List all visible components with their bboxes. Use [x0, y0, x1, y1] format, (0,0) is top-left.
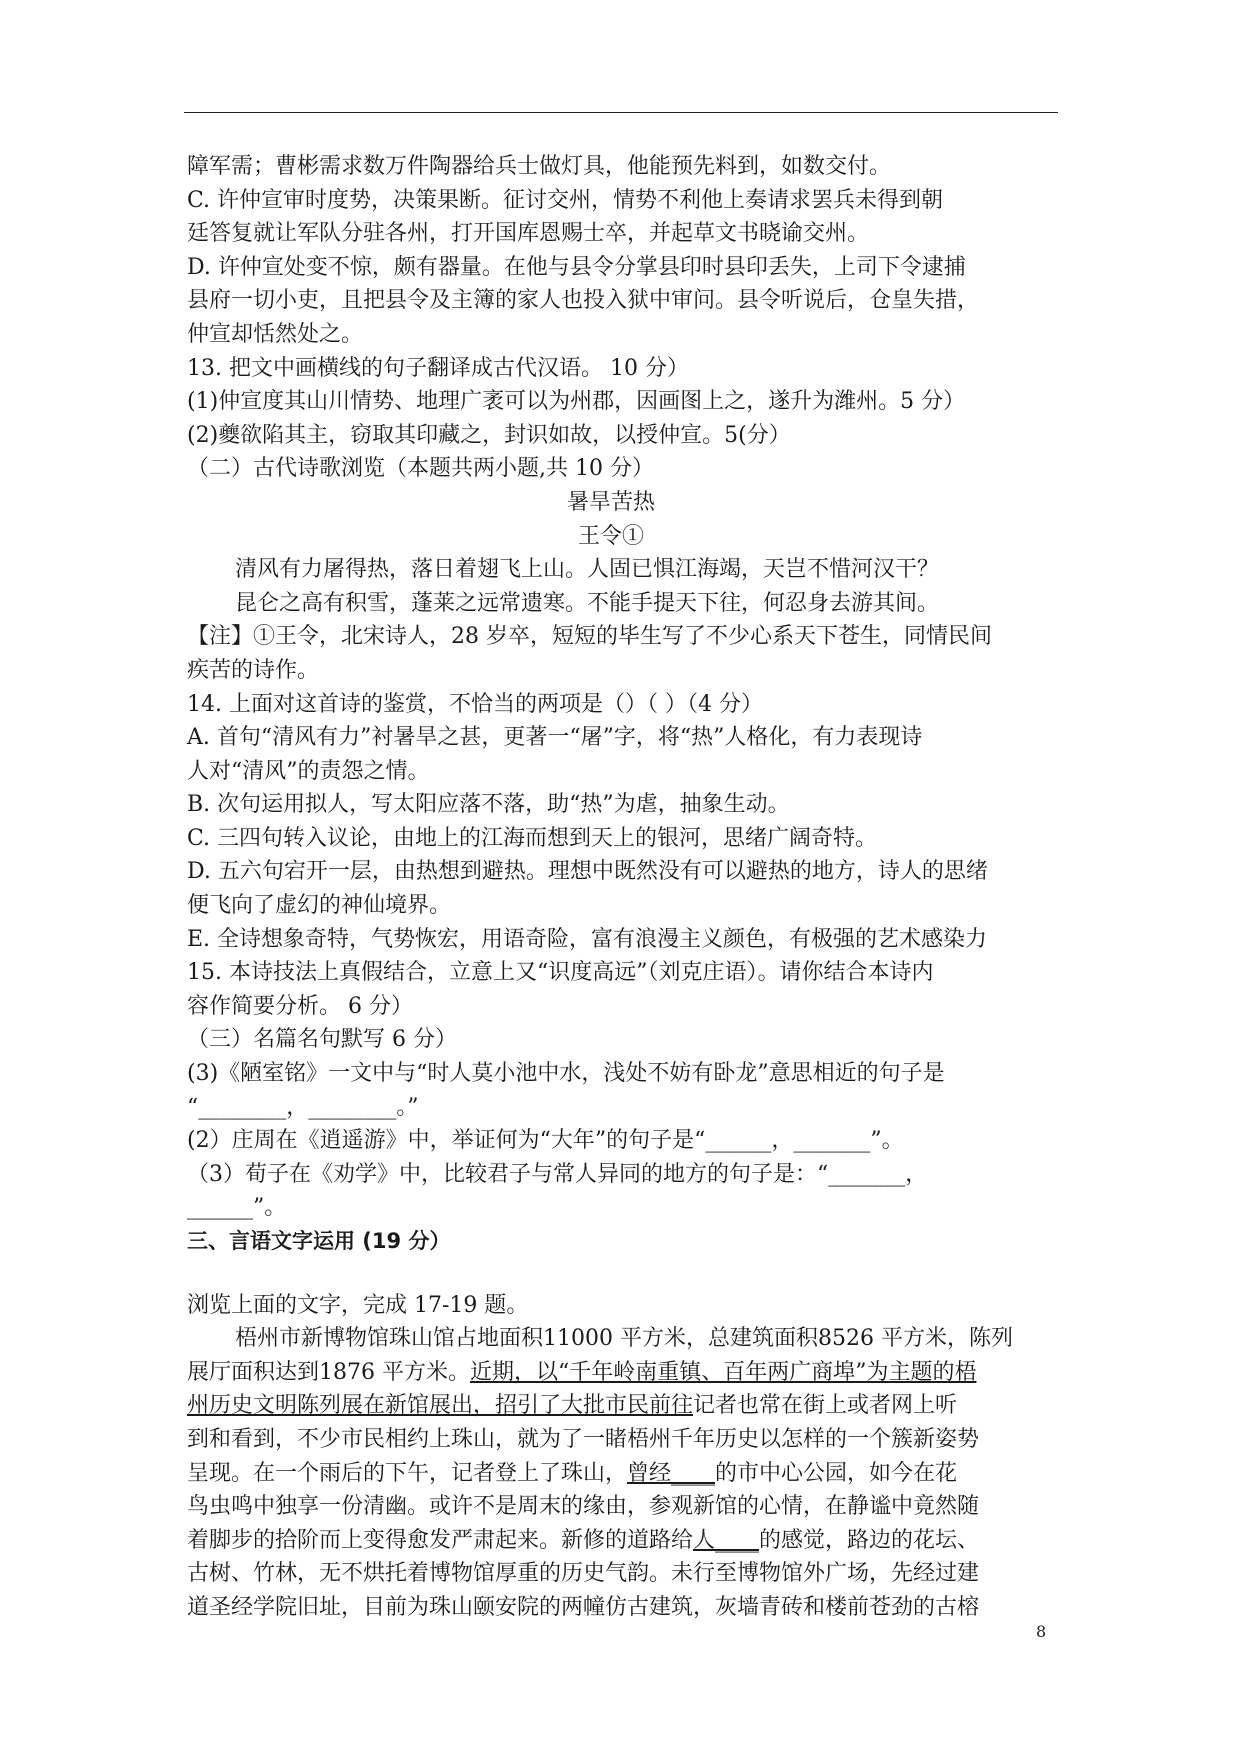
poem-line: 清风有力屠得热，落日着翅飞上山。人固已惧江海竭，天岂不惜河汉干？ — [235, 557, 940, 583]
poem-author: 王令① — [577, 523, 644, 549]
underlined-sentence: 近期，以“千年岭南重镇、百年两广商埠”为主题的梧 — [469, 1359, 977, 1385]
poem-note: 【注】①王令，北宋诗人，28 岁卒，短短的毕生写了不少心系天下苍生，同情民间 — [187, 624, 992, 650]
option-c: C. 三四句转入议论，由地上的江海而想到天上的银河，思绪广阔奇特。 — [187, 825, 878, 851]
option-d-line: D. 许仲宣处变不惊，颇有器量。在他与县令分掌县印时县印丢失，上司下令逮捕 — [187, 254, 966, 280]
fill-blank: 曾经____ — [627, 1460, 716, 1486]
passage-line — [187, 1389, 1087, 1423]
passage-text: 的感觉，路边的花坛、 — [759, 1527, 980, 1553]
passage-line: 鸟虫鸣中独享一份清幽。或许不是周末的缘由，参观新馆的心情，在静谧中竟然随 — [187, 1494, 980, 1520]
option-b: B. 次句运用拟人，写太阳应落不落，助“热”为虐，抽象生动。 — [187, 792, 790, 818]
dictation-blank: “________，________。” — [187, 1094, 419, 1120]
text-line: 县府一切小吏，且把县令及主簿的家人也投入狱中审问。县令听说后，仓皇失措， — [187, 288, 980, 314]
question-13-1: (1)仲宣度其山川情势、地理广袤可以为州郡，因画图上之，遂升为潍州。5 分） — [187, 389, 966, 415]
fill-blank: 人____ — [693, 1527, 760, 1553]
poem-title: 暑旱苦热 — [566, 489, 655, 515]
option-e: E. 全诗想象奇特，气势恢宏，用语奇险，富有浪漫主义颜色，有极强的艺术感染力 — [187, 926, 988, 952]
passage-intro: 浏览上面的文字，完成 17-19 题。 — [187, 1292, 529, 1318]
question-13-2: (2)夔欲陷其主，窃取其印藏之，封识如故，以授仲宣。5(分） — [187, 422, 791, 448]
question-14: 14. 上面对这首诗的鉴赏，不恰当的两项是（）（ ）（4 分） — [187, 691, 763, 717]
dictation-blank: ______”。 — [187, 1195, 287, 1221]
poem-line: 昆仑之高有积雪，蓬莱之远常遗寒。不能手提天下往，何忍身去游其间。 — [235, 590, 940, 616]
text-line: 廷答复就让军队分驻各州，打开国库恩赐士卒，并起草文书晓谕交州。 — [187, 221, 870, 247]
header-rule — [184, 112, 1058, 113]
underlined-sentence: 州历史文明陈列展在新馆展出，招引了大批市民前往 — [187, 1393, 694, 1419]
option-a: A. 首句“清风有力”衬暑旱之甚，更著一“屠”字，将“热”人格化，有力表现诗 — [187, 725, 923, 751]
part-3-heading: 三、言语文字运用 (19 分） — [187, 1229, 451, 1253]
passage-line: 古树、竹林，无不烘托着博物馆厚重的历史气韵。未行至博物馆外广场，先经过建 — [187, 1561, 980, 1587]
text-line: 仲宣却恬然处之。 — [187, 321, 364, 347]
text-line: 障军需；曹彬需求数万件陶器给兵士做灯具，他能预先料到，如数交付。 — [187, 154, 892, 179]
dictation-item: (3)《陋室铭》一文中与“时人莫小池中水，浅处不妨有卧龙”意思相近的句子是 — [187, 1061, 945, 1087]
passage-line: 梧州市新博物馆珠山馆占地面积11000 平方米，总建筑面积8526 平方米，陈列 — [235, 1326, 1013, 1352]
passage-text: 呈现。在一个雨后的下午，记者登上了珠山， — [187, 1460, 628, 1486]
passage-line — [187, 1457, 1087, 1491]
dictation-item: (2）庄周在《逍遥游》中，举证何为“大年”的句子是“______，_______”。 — [187, 1128, 904, 1154]
question-13: 13. 把文中画横线的句子翻译成古代汉语。 10 分） — [187, 355, 689, 381]
passage-text: 着脚步的拾阶而上变得愈发严肃起来。新修的道路给 — [187, 1527, 694, 1553]
passage-text: 的市中心公园，如今在花 — [715, 1460, 958, 1486]
passage-line — [187, 1356, 1087, 1390]
passage-text: 记者也常在街上或者网上听 — [693, 1393, 958, 1419]
question-15: 15. 本诗技法上真假结合，立意上又“识度高远”（刘克庄语）。请你结合本诗内 — [187, 960, 934, 986]
poem-note: 疾苦的诗作。 — [187, 657, 320, 683]
option-d: D. 五六句宕开一层，由热想到避热。理想中既然没有可以避热的地方，诗人的思绪 — [187, 859, 988, 885]
passage-line: 到和看到，不少市民相约上珠山，就为了一睹梧州千年历史以怎样的一个簇新姿势 — [187, 1426, 980, 1452]
page-number: 8 — [1036, 1622, 1047, 1641]
option-c-line: C. 许仲宣审时度势，决策果断。征讨交州，情势不利他上奏请求罢兵未得到朝 — [187, 187, 944, 213]
section-2-heading: （二）古代诗歌浏览（本题共两小题,共 10 分） — [187, 456, 654, 482]
question-15-cont: 容作简要分析。 6 分） — [187, 993, 413, 1019]
passage-line — [187, 1524, 1087, 1558]
option-a-cont: 人对“清风”的责怨之情。 — [187, 758, 430, 784]
passage-text: 展厅面积达到1876 平方米。 — [187, 1359, 470, 1385]
passage-line: 道圣经学院旧址，目前为珠山颐安院的两幢仿古建筑，灰墙青砖和楼前苍劲的古榕 — [187, 1594, 980, 1620]
document-body — [187, 150, 1087, 1625]
dictation-item: （3）荀子在《劝学》中，比较君子与常人异同的地方的句子是：“_______， — [187, 1161, 928, 1187]
option-d-cont: 便飞向了虚幻的神仙境界。 — [187, 893, 452, 919]
section-3-heading: （三）名篇名句默写 6 分） — [187, 1027, 457, 1053]
